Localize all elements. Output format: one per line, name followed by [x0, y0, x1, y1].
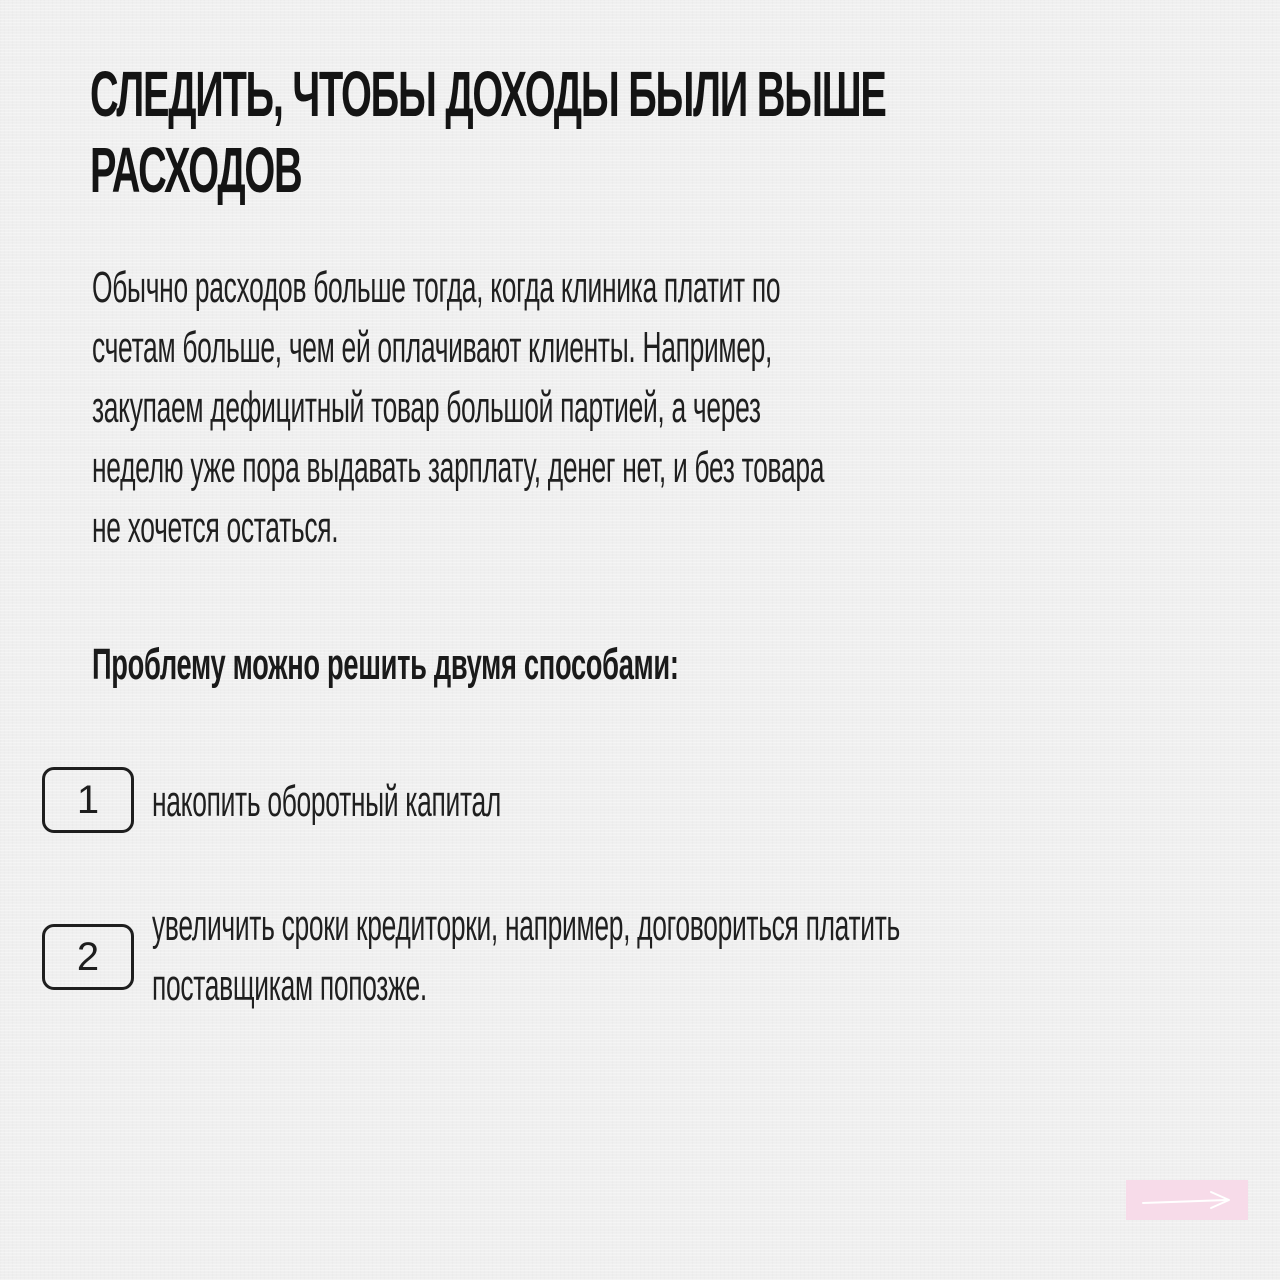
list-item-1-text: [152, 772, 734, 832]
list-item-2-line: увеличить сроки кредиторки, например, договориться платить: [152, 901, 900, 950]
intro-paragraph-line: Обычно расходов больше тогда, когда клиника платит по: [92, 263, 781, 312]
number-badge-1: 1: [42, 767, 134, 833]
intro-paragraph-line: неделю уже пора выдавать зарплату, денег нет, и без товара: [92, 443, 825, 492]
list-item-1-line: накопить оборотный капитал: [152, 777, 501, 826]
intro-paragraph-line: счетам больше, чем ей оплачивают клиенты. Например,: [92, 323, 773, 372]
list-item-2-line: поставщикам попозже.: [152, 961, 427, 1010]
intro-paragraph-line: закупаем дефицитный товар большой партией, а через: [92, 383, 761, 432]
number-badge-2: 2: [42, 924, 134, 990]
list-item-2-text: [152, 896, 1280, 1016]
intro-paragraph-line: не хочется остаться.: [92, 503, 339, 552]
page-title-line-1: СЛЕДИТЬ, ЧТОБЫ ДОХОДЫ БЫЛИ ВЫШЕ: [90, 58, 886, 130]
intro-paragraph: [92, 258, 1192, 558]
arrow-right-icon: [1139, 1189, 1235, 1211]
page-title: [90, 56, 1200, 208]
page-title-line-2: РАСХОДОВ: [90, 134, 302, 206]
next-slide-button[interactable]: [1126, 1180, 1248, 1220]
section-subheading: Проблему можно решить двумя способами:: [92, 640, 679, 689]
